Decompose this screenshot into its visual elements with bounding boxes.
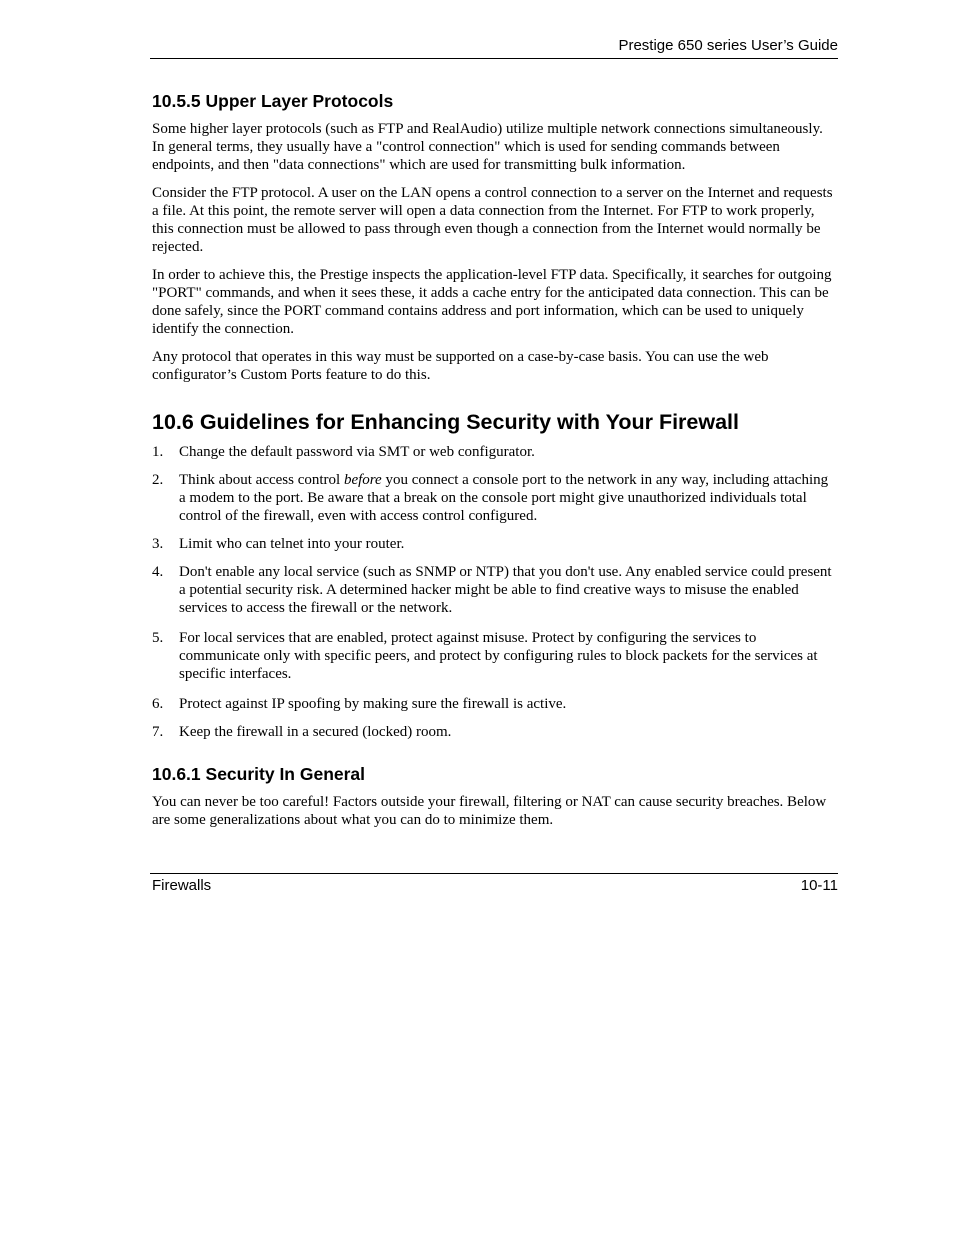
- list-item: [152, 629, 838, 683]
- emphasis-text: before: [343, 472, 382, 488]
- guidelines-list: [152, 443, 838, 741]
- list-item: [152, 695, 838, 713]
- list-number: 3.: [152, 536, 164, 552]
- document-page: [150, 0, 838, 1235]
- paragraph: Any protocol that operates in this way must be supported on a case-by-case basis. You can use the web configurator’s Custom Ports feature to do this.: [152, 349, 769, 383]
- heading-10-5-5: 10.5.5 Upper Layer Protocols: [152, 91, 394, 111]
- list-number: 7.: [152, 724, 164, 740]
- list-number: 1.: [152, 444, 164, 460]
- list-text: Don't enable any local service (such as SNMP or NTP) that you don't use. Any enabled service could present a potential security risk. A determined hacker might be able to find creative ways to misuse the enabled services to access the firewall or the network.: [179, 564, 832, 616]
- list-item: [152, 723, 838, 741]
- list-number: 2.: [152, 472, 164, 488]
- paragraph: Consider the FTP protocol. A user on the LAN opens a control connection to a server on the Internet and requests a file. At this point, the remote server will open a data connection from the Internet. For FTP to work properly, this connection must be allowed to pass through even though a connection from the Internet would normally be rejected.: [152, 185, 833, 255]
- paragraph: In order to achieve this, the Prestige inspects the application-level FTP data. Specifically, it searches for outgoing "PORT" commands, and when it sees these, it adds a cache entry for the anticipated data connection. This can be done safely, since the PORT command contains address and port information, which can be used to uniquely identify the connection.: [152, 267, 832, 337]
- guide-title: Prestige 650 series User’s Guide: [618, 37, 838, 54]
- page-number: 10-11: [800, 877, 838, 894]
- list-text: Change the default password via SMT or web configurator.: [179, 444, 535, 460]
- list-text: Think about access control: [179, 472, 344, 488]
- chapter-name: Firewalls: [152, 877, 212, 894]
- list-text: Keep the firewall in a secured (locked) room.: [179, 724, 452, 740]
- page-content: [152, 90, 838, 839]
- running-header: [150, 36, 838, 59]
- list-item: [152, 443, 838, 461]
- list-number: 5.: [152, 630, 164, 646]
- list-item: [152, 563, 838, 617]
- list-item: [152, 535, 838, 553]
- list-text: Protect against IP spoofing by making sure the firewall is active.: [179, 696, 567, 712]
- list-number: 4.: [152, 564, 164, 580]
- running-footer: [150, 873, 838, 896]
- heading-10-6-1: 10.6.1 Security In General: [152, 764, 366, 784]
- list-text: For local services that are enabled, protect against misuse. Protect by configuring the services to communicate only with specific peers, and protect by configuring rules to block packets for the services at specific interfaces.: [179, 630, 818, 682]
- list-item: [152, 471, 838, 525]
- heading-10-6: 10.6 Guidelines for Enhancing Security with Your Firewall: [152, 410, 740, 434]
- list-text: you connect a console port to the network in any way, including attaching a modem to the port. Be aware that a break on the console port might give unauthorized individuals total control of the firewall, even with access control configured.: [179, 472, 829, 524]
- paragraph: You can never be too careful! Factors outside your firewall, filtering or NAT can cause security breaches. Below are some generalizations about what you can do to minimize them.: [152, 794, 827, 828]
- list-number: 6.: [152, 696, 164, 712]
- list-text: Limit who can telnet into your router.: [179, 536, 405, 552]
- paragraph: Some higher layer protocols (such as FTP and RealAudio) utilize multiple network connections simultaneously. In general terms, they usually have a "control connection" which is used for sending commands between endpoints, and then "data connections" which are used for transmitting bulk information.: [152, 121, 823, 173]
